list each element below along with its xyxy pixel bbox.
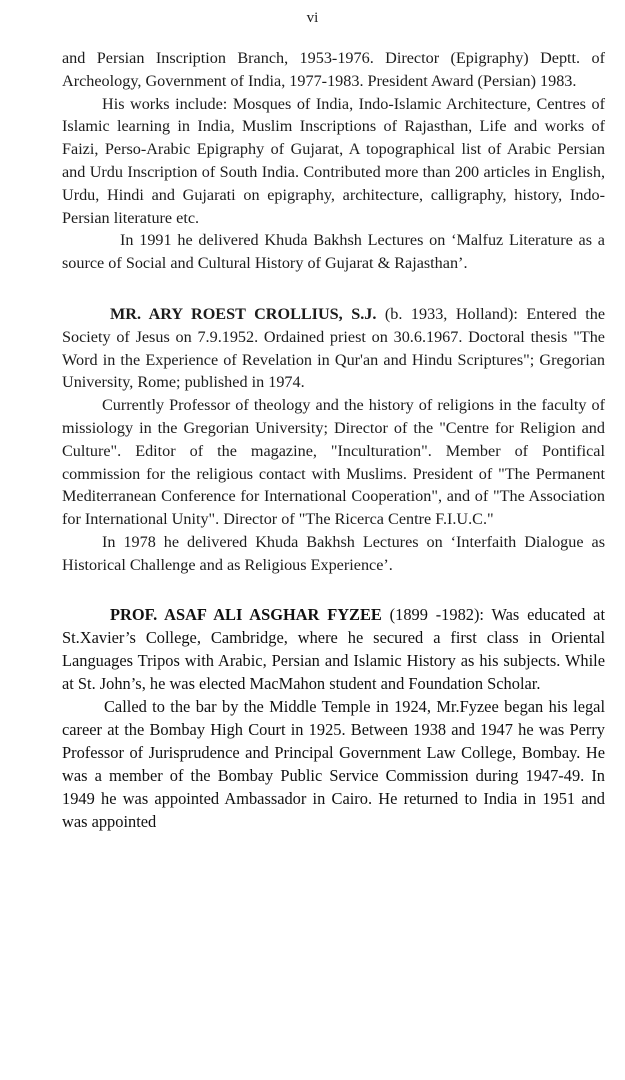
paragraph: and Persian Inscription Branch, 1953-1976. Director (Epigraphy) Deptt. of Archeology, Government of India, 1977-1983. President Award (Persian) 1983. (62, 49, 605, 90)
paragraph: Called to the bar by the Middle Temple in 1924, Mr.Fyzee began his legal career at the Bombay High Court in 1925. Between 1938 and 1947 he was Perry Professor of Jurisprudence and Principal Government Law College, Bombay. He was a member of the Bombay Public Service Commission during 1947-49. In 1949 he was appointed Ambassador in Cairo. He returned to India in 1951 and was appointed (62, 696, 605, 831)
entry-fyzee (62, 603, 605, 833)
entry-continued-biography (62, 47, 605, 275)
paragraph: In 1978 he delivered Khuda Bakhsh Lectures on ‘Interfaith Dialogue as Historical Challenge and as Religious Experience’. (62, 532, 605, 574)
page-body (62, 47, 605, 833)
paragraph: His works include: Mosques of India, Indo-Islamic Architecture, Centres of Islamic learning in India, Muslim Inscriptions of Rajasthan, Life and works of Faizi, Perso-Arabic Epigraphy of Gujarat, A topographical list of Arabic Persian and Urdu Inscription of South India. Contributed more than 200 articles in English, Urdu, Hindi and Gujarati on epigraphy, architecture, calligraphy, history, Indo-Persian literature etc. (62, 94, 605, 227)
entry-intro-paragraph (62, 603, 605, 695)
entry-crollius (62, 303, 605, 577)
page-number: vi (306, 10, 319, 26)
entry-name: PROF. ASAF ALI ASGHAR FYZEE (110, 604, 382, 624)
entry-name: MR. ARY ROEST CROLLIUS, S.J. (110, 304, 377, 323)
paragraph: In 1991 he delivered Khuda Bakhsh Lectures on ‘Malfuz Literature as a source of Social and Cultural History of Gujarat & Rajasthan’. (62, 231, 605, 273)
entry-intro-paragraph (62, 303, 605, 394)
paragraph: Currently Professor of theology and the history of religions in the faculty of missiology in the Gregorian University; Director of the "Centre for Religion and Culture". Editor of the magazine, "Inculturation". Member of Pontifical commission for the religious contact with Muslims. President of "The Permanent Mediterranean Conference for International Cooperation", and of "The Association for International Unity". Director of "The Ricerca Centre F.I.U.C." (62, 396, 605, 529)
entry-intro-text: (b. 1933, Holland): Entered the Society of Jesus on 7.9.1952. Ordained priest on 30.6.1967. Doctoral thesis "The Word in the Experience of Revelation in Qur'an and Hindu Scriptures"; Gregorian University, Rome; published in 1974. (62, 304, 605, 392)
entry-intro-text: (1899 -1982): Was educated at St.Xavier’s College, Cambridge, where he secured a first class in Oriental Languages Tripos with Arabic, Persian and Islamic History as his subjects. While at St. John’s, he was elected MacMahon student and Foundation Scholar. (62, 604, 605, 693)
